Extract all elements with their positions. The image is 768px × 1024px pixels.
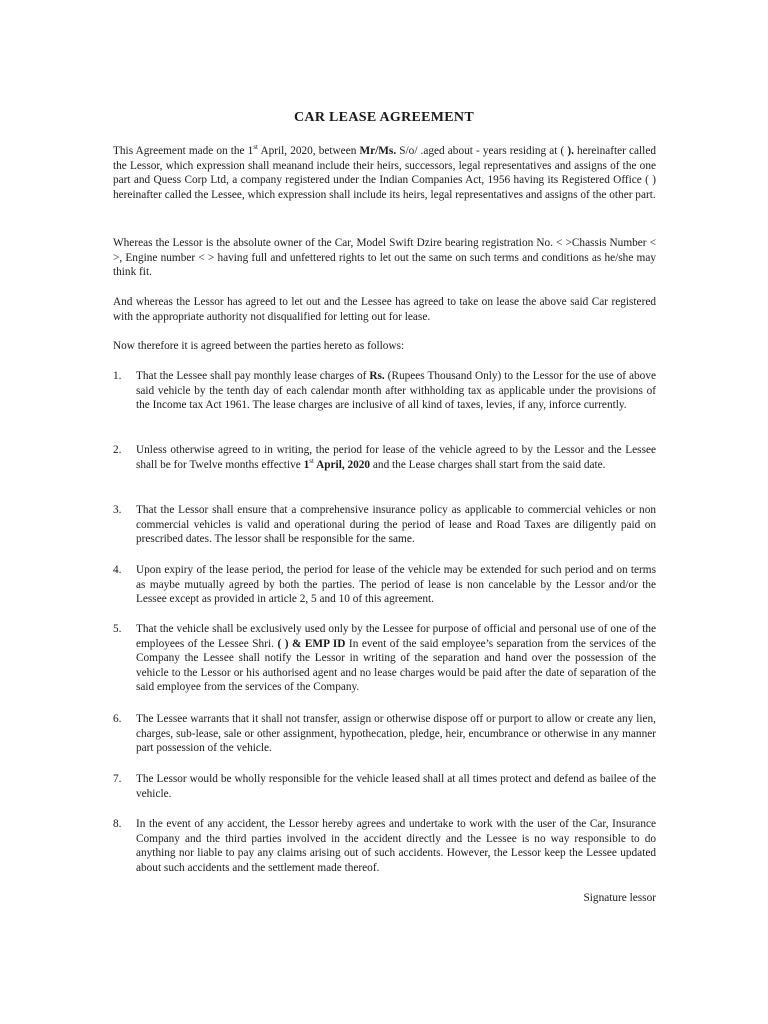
whereas-paragraph-1: Whereas the Lessor is the absolute owner of the Car, Model Swift Dzire bearing registration No. < >Chassis Number < >, Engine number < > having full and unfettered rights to let out the same on such terms and conditions as he/she may think fit. (113, 237, 656, 279)
clause-7-number: 7. (113, 773, 122, 785)
whereas-paragraph-2: And whereas the Lessor has agreed to let out and the Lessee has agreed to take on lease the above said Car registered with the appropriate authority not disqualified for letting out for lease. (113, 296, 656, 323)
clause-4-text: Upon expiry of the lease period, the period for lease of the vehicle may be extended for such period and on terms as maybe mutually agreed by both the parties. The period of lease is non cancelable by the Lessor and/or the Lessee except as provided in article 2, 5 and 10 of this agreement. (136, 564, 656, 606)
clause-5-part-c: In event of the said employee’s separation from the services of the Company the Lessee shall notify the Lessor in writing of the separation and hand over the possession of the vehicle to the Lessor or his authorised agent and no lease charges would be paid after the date of separation of the said employee from the services of the Company. (136, 637, 656, 694)
clause-1-currency: Rs. (369, 370, 385, 382)
clause-2-part-a: Unless otherwise agreed to in writing, the period for lease of the vehicle agreed to by the Lessor and the Lessee shall be for Twelve months effective (136, 444, 656, 471)
intro-party-title: Mr/Ms. (359, 145, 397, 157)
intro-text-2: April, 2020, between (257, 145, 360, 157)
clause-2-date-rest: April, 2020 (313, 458, 371, 471)
clause-1-part-c: (Rupees Thousand Only) to the Lessor for the use of above said vehicle by the tenth day of each calendar month after withholding tax as applicable under the provisions of the Income tax Act 1961. The lease charges are inclusive of all kind of taxes, levies, if any, inforce currently. (136, 370, 656, 412)
clause-7-text: The Lessor would be wholly responsible for the vehicle leased shall at all times protect and defend as bailee of the vehicle. (136, 773, 656, 800)
clause-6-text: The Lessee warrants that it shall not transfer, assign or otherwise dispose off or purport to allow or create any lien, charges, sub-lease, sale or other assignment, hypothecation, pledge, heir, encumbrance or otherwise in any manner part possession of the vehicle. (136, 713, 656, 755)
clause-5-part-a: That the vehicle shall be exclusively used only by the Lessee for purpose of official and personal use of one of the employees of the Lessee Shri. (136, 623, 656, 650)
clause-8-text: In the event of any accident, the Lessor hereby agrees and undertake to work with the user of the Car, Insurance Company and the third parties involved in the accident directly and the Lessee is no way responsible to do anything nor liable to pay any claims arising out of such accidents. However, the Lessor keep the Lessee updated about such accidents and the settlement made thereof. (136, 818, 656, 874)
clause-1-text (136, 369, 656, 413)
clause-2-date-day: 1 (303, 458, 310, 471)
intro-paragraph (113, 144, 656, 202)
now-therefore-paragraph: Now therefore it is agreed between the parties hereto as follows: (113, 340, 405, 352)
intro-date-suffix: st (253, 143, 258, 152)
clause-5-text (136, 622, 656, 695)
clause-1-part-a: That the Lessee shall pay monthly lease charges of (136, 370, 370, 382)
clause-8-number: 8. (113, 818, 122, 830)
clause-6-number: 6. (113, 713, 122, 725)
clause-5-emp-id: ( ) & EMP ID (277, 637, 346, 650)
clause-1-number: 1. (113, 370, 122, 382)
clause-2-text (136, 443, 656, 472)
clause-3-number: 3. (113, 504, 122, 516)
clause-2-date-suffix: st (309, 456, 314, 465)
clause-5-number: 5. (113, 623, 122, 635)
clause-2-part-c: and the Lease charges shall start from the said date. (370, 458, 606, 471)
signature-lessor-label: Signature lessor (583, 892, 656, 904)
intro-text-1: This Agreement made on the 1 (113, 145, 254, 157)
intro-address-close: ). (567, 145, 574, 157)
document-title: CAR LEASE AGREEMENT (294, 110, 474, 125)
clause-3-text: That the Lessor shall ensure that a comprehensive insurance policy as applicable to commercial vehicles or non commercial vehicles is valid and operational during the period of lease and Road Taxes are diligently paid on prescribed dates. The lessor shall be responsible for the same. (136, 504, 656, 546)
intro-text-3: S/o/ .aged about - years residing at ( (396, 145, 568, 157)
clause-2-number: 2. (113, 444, 122, 456)
clause-4-number: 4. (113, 564, 122, 576)
intro-text-4: hereinafter called the Lessor, which expression shall meanand include their heirs, successors, legal representatives and assigns of the one part and Quess Corp Ltd, a company registered under the Indian Companies Act, 1956 having its Registered Office ( ) hereinafter called the Lessee, which expression shall include its heirs, legal representatives and assigns of the other part. (113, 145, 656, 201)
